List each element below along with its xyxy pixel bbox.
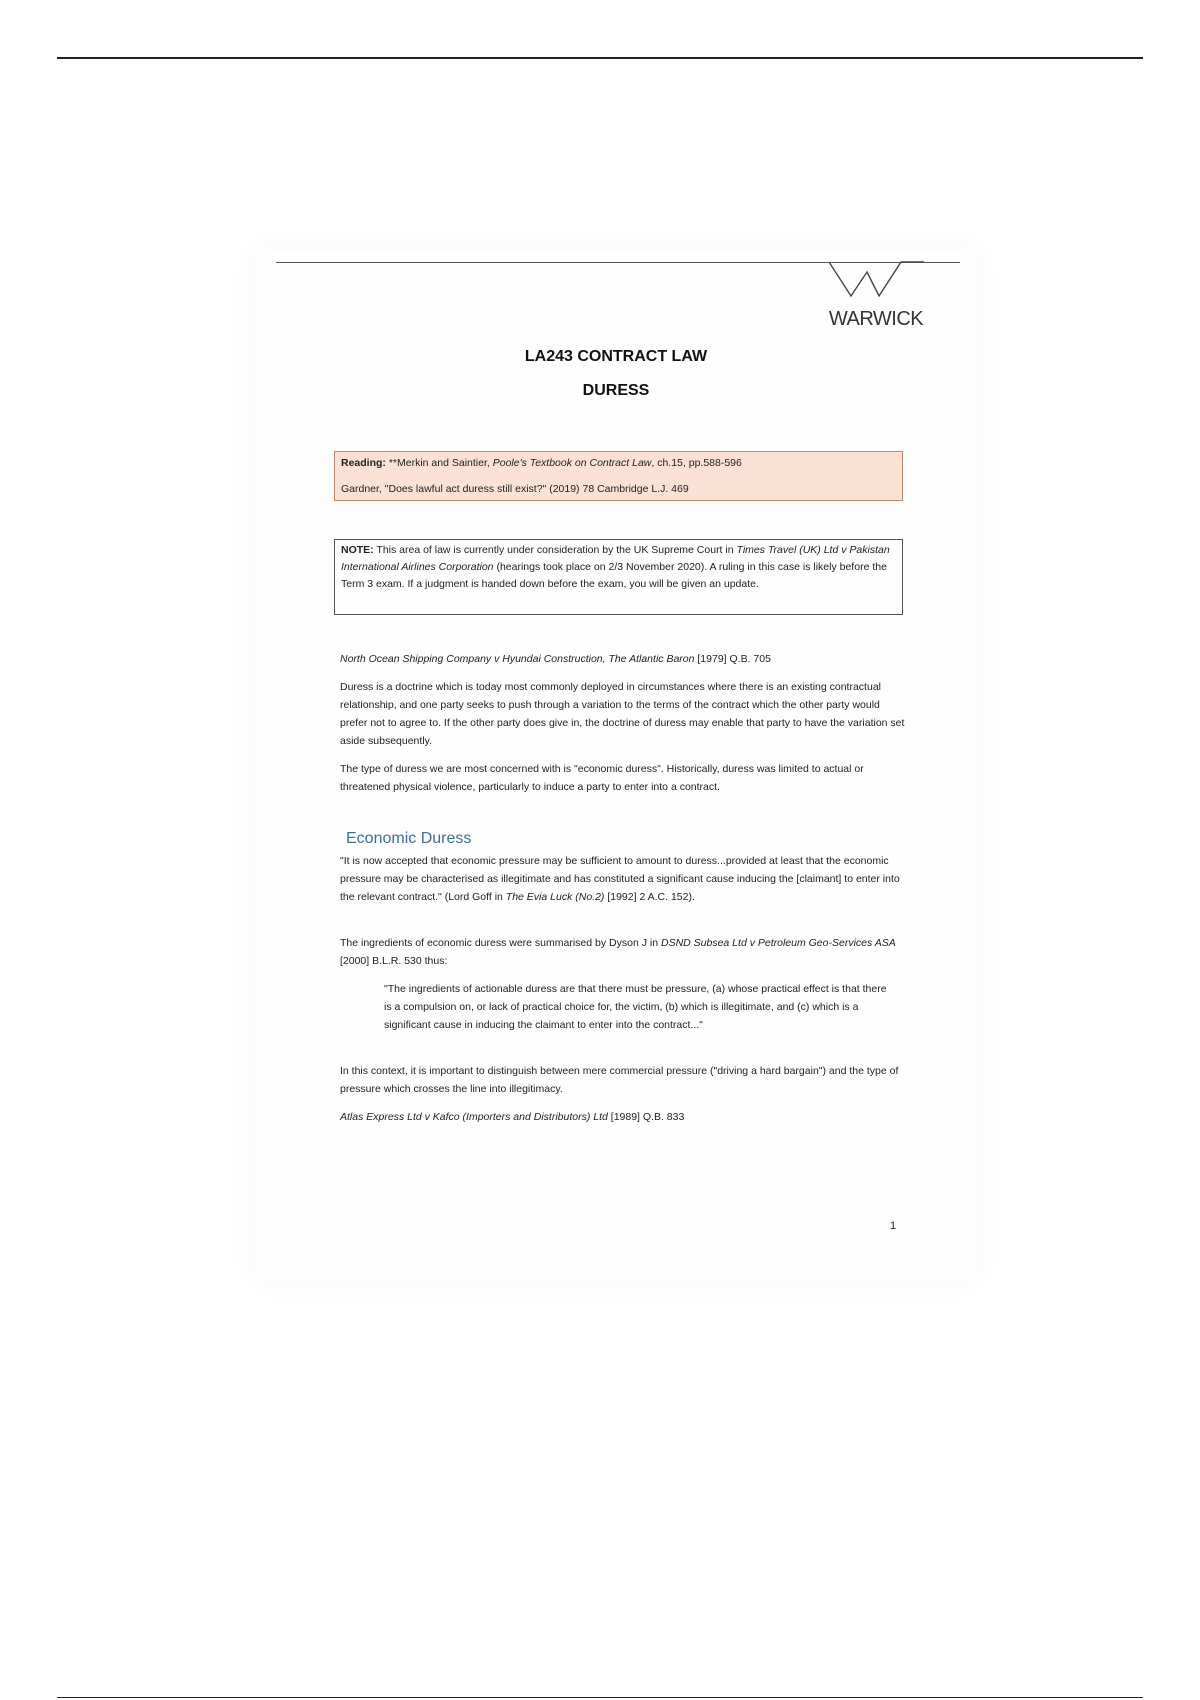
reading-book-title: Poole's Textbook on Contract Law	[492, 457, 652, 469]
note-label: NOTE:	[341, 544, 374, 556]
note-box: NOTE: This area of law is currently under consideration by the UK Supreme Court in Times Travel (UK) Ltd v Pakistan International Airlines Corporation (hearings took place on 2/3 November 2020). A ruling in this case is likely before the Term 3 exam. If a judgment is handed down before the exam, you will be given an update.	[334, 539, 903, 615]
section-heading: Economic Duress	[346, 830, 472, 847]
topic-title: DURESS	[582, 382, 650, 399]
note-case-name: Times Travel (UK) Ltd v Pakistan International Airlines Corporation	[341, 544, 890, 573]
logo-text: WARWICK	[828, 308, 924, 330]
paragraph-duress-doctrine: Duress is a doctrine which is today most commonly deployed in circumstances where there is an existing contractual relationship, and one party seeks to push through a variation to the terms of the contract which the other party would prefer not to agree to. If the other party does give in, the doctrine of duress may enable that party to have the variation set aside subsequently.	[340, 681, 905, 747]
bottom-divider	[57, 1697, 1143, 1698]
document-page	[256, 250, 976, 1280]
reading-line-2: Gardner, "Does lawful act duress still exist?" (2019) 78 Cambridge L.J. 469	[341, 483, 689, 495]
case-reference-atlantic-baron: North Ocean Shipping Company v Hyundai Construction, The Atlantic Baron [1979] Q.B. 705	[340, 653, 771, 665]
paragraph-economic-duress-type: The type of duress we are most concerned with is "economic duress". Historically, duress was limited to actual or threatened physical violence, particularly to induce a party to enter into a contract.	[340, 763, 864, 793]
paragraph-commercial-pressure: In this context, it is important to distinguish between mere commercial pressure ("driving a hard bargain") and the type of pressure which crosses the line into illegitimacy.	[340, 1065, 899, 1095]
reading-line-1: Reading: **Merkin and Saintier, Poole's Textbook on Contract Law, ch.15, pp.588-596	[341, 457, 742, 469]
top-divider	[57, 57, 1143, 59]
paragraph-lord-goff-quote: "It is now accepted that economic pressure may be sufficient to amount to duress...provided at least that the economic pressure may be characterised as illegitimate and has constituted a significant cause inducing the [claimant] to enter into the relevant contract." (Lord Goff in The Evia Luck (No.2) [1992] 2 A.C. 152).	[340, 855, 900, 903]
reading-box	[334, 451, 903, 501]
warwick-logo	[821, 260, 931, 335]
paragraph-dyson-j: The ingredients of economic duress were summarised by Dyson J in DSND Subsea Ltd v Petroleum Geo-Services ASA [2000] B.L.R. 530 thus:	[340, 937, 896, 967]
page-number: 1	[890, 1220, 897, 1232]
warwick-w-mark-icon	[829, 260, 924, 300]
reading-label: Reading:	[341, 457, 386, 469]
case-reference-atlas-express: Atlas Express Ltd v Kafco (Importers and Distributors) Ltd [1989] Q.B. 833	[340, 1111, 685, 1123]
course-title: LA243 CONTRACT LAW	[524, 348, 708, 365]
block-quote-ingredients: "The ingredients of actionable duress are that there must be pressure, (a) whose practical effect is that there is a compulsion on, or lack of practical choice for, the victim, (b) which is illegitimate, and (c) which is a significant cause in inducing the claimant to enter into the contract..."	[384, 983, 887, 1031]
